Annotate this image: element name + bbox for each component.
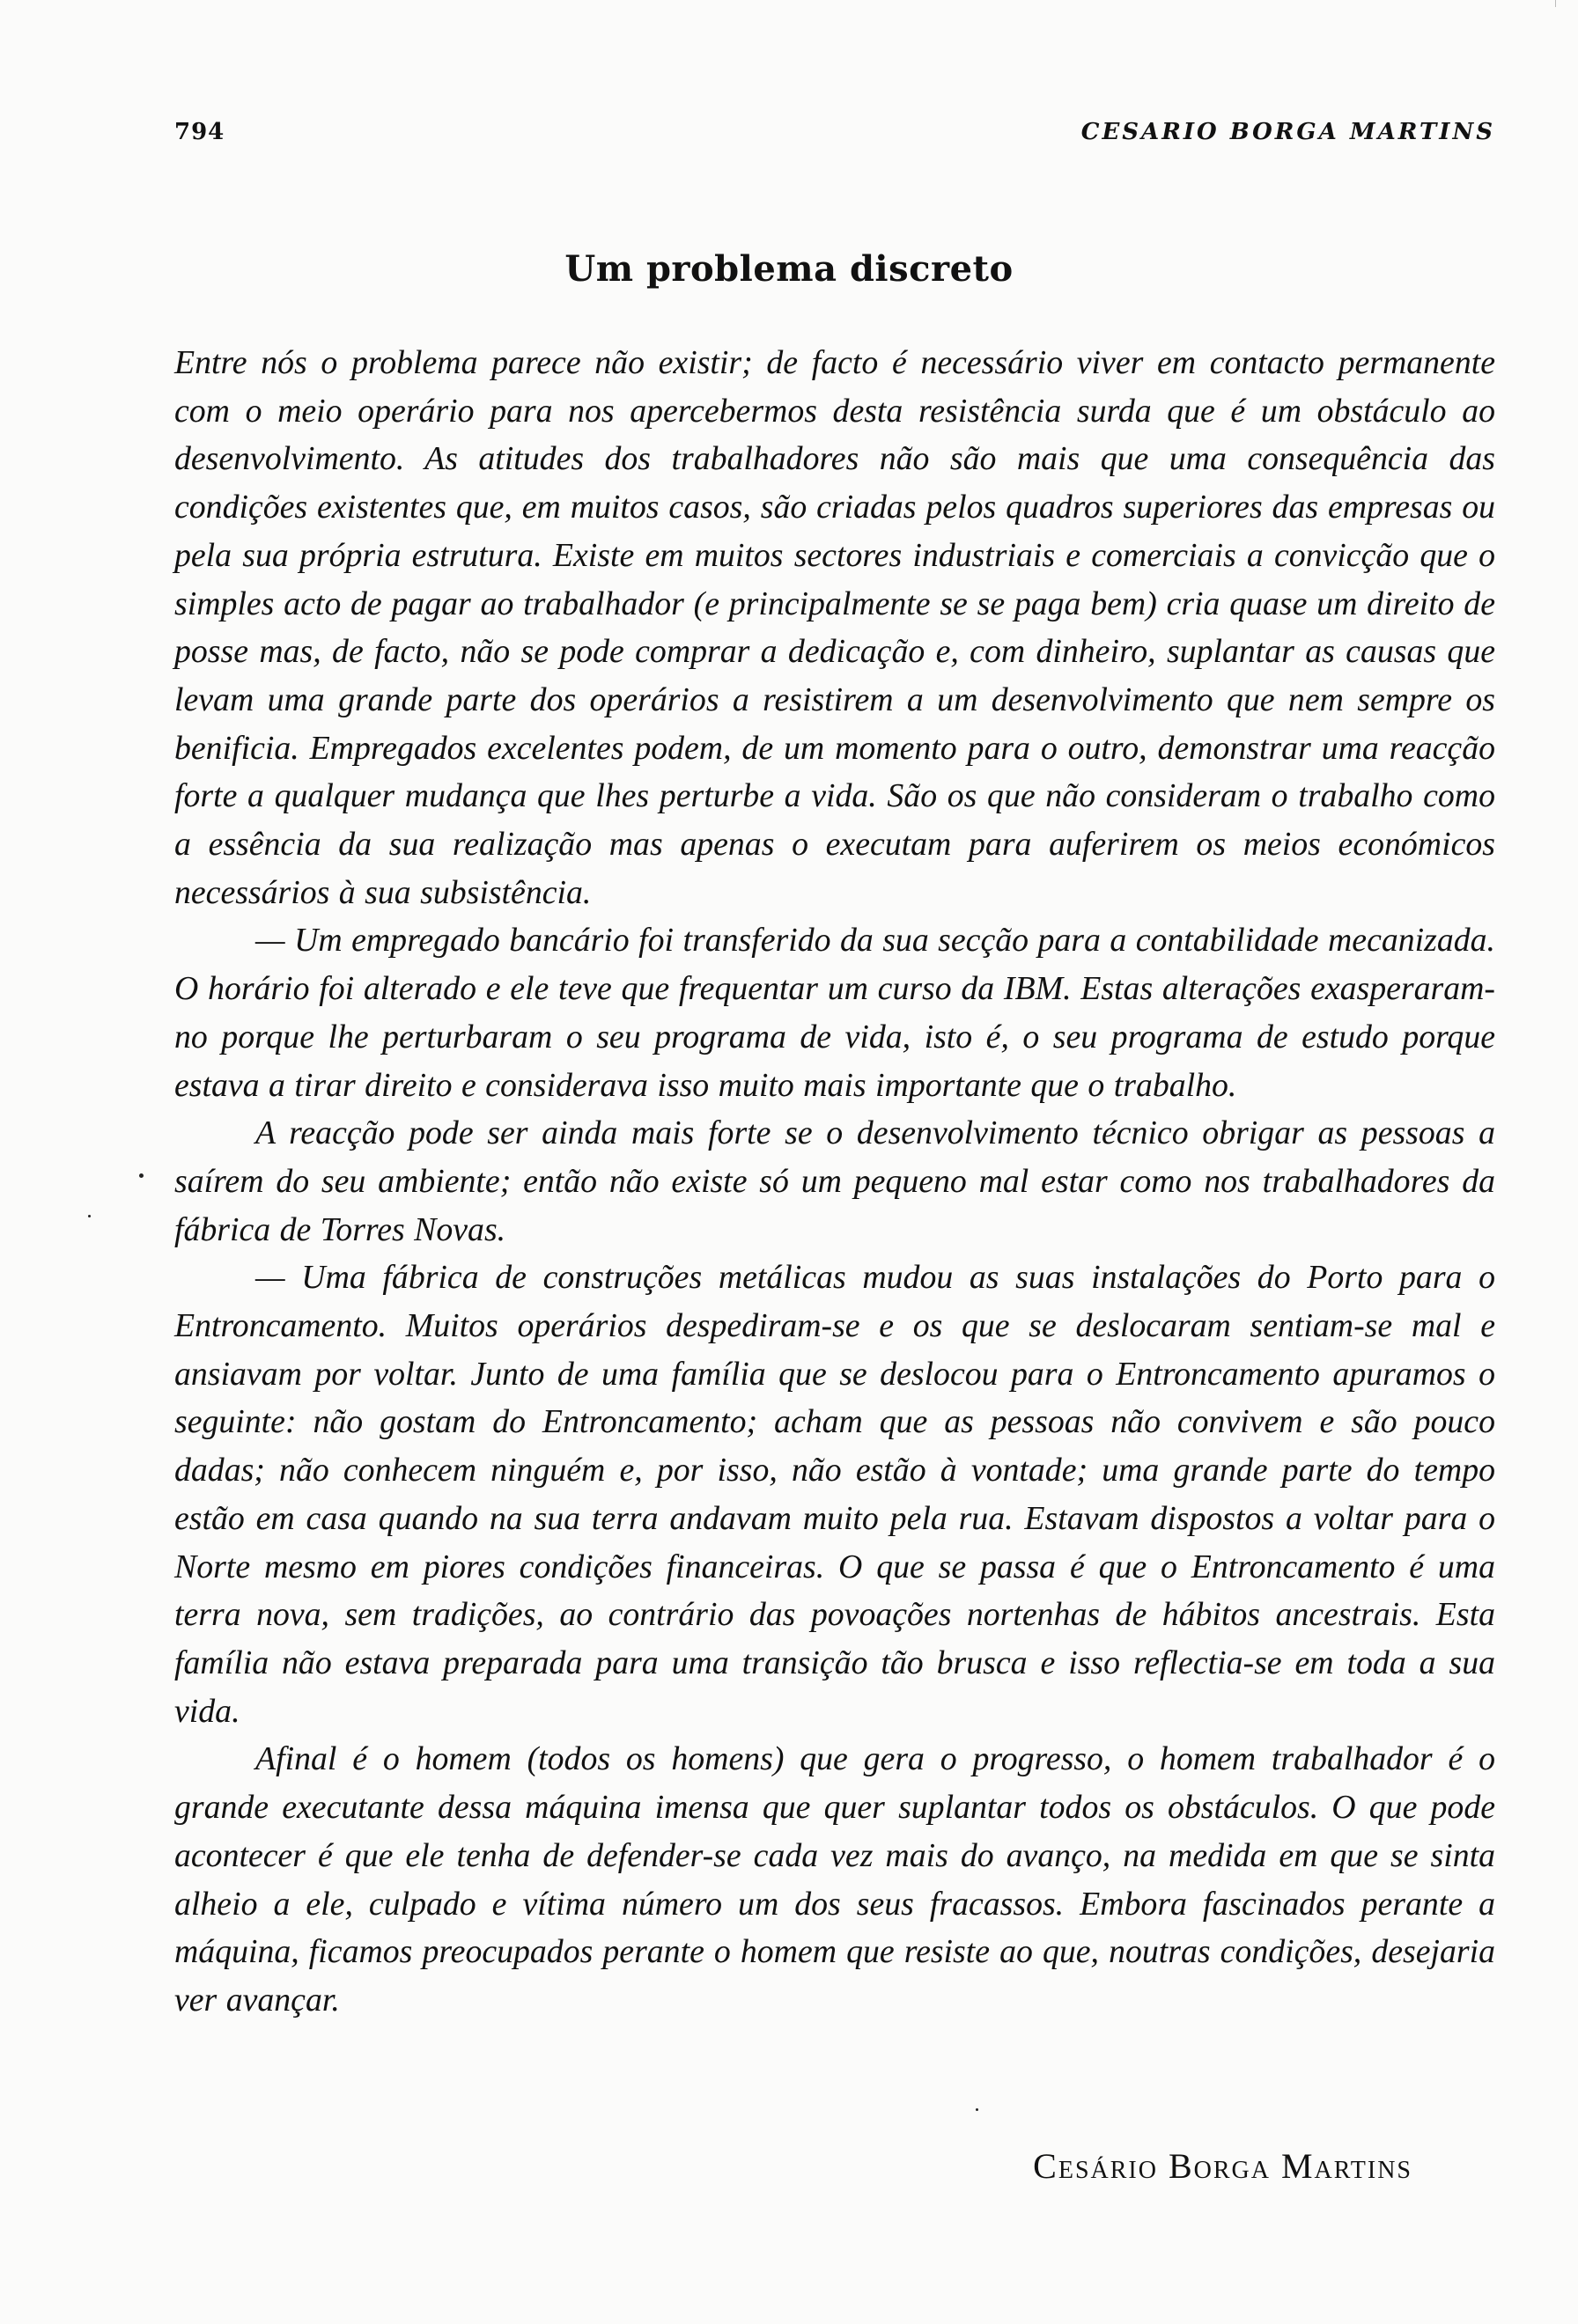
page-number: 794 bbox=[174, 119, 225, 145]
scan-line bbox=[1555, 0, 1556, 7]
scan-speck bbox=[976, 2108, 978, 2111]
paragraph-3: A reacção pode ser ainda mais forte se o desenvolvimento técnico obrigar as pessoas a saírem do seu ambiente; então não existe só um pequeno mal estar como nos trabalhadores da fábrica de Torres Novas. bbox=[174, 1114, 1495, 1248]
article-body bbox=[174, 339, 1495, 2025]
running-title: CESARIO BORGA MARTINS bbox=[1080, 119, 1495, 145]
running-header bbox=[174, 114, 1495, 150]
scan-speck bbox=[88, 1215, 91, 1217]
paragraph-2: — Um empregado bancário foi transferido da sua secção para a contabilidade mecanizada. O horário foi alterado e ele teve que frequentar um curso da IBM. Estas alterações exasperaram-no porque lhe perturbaram o seu programa de vida, isto é, o seu programa de estudo porque estava a tirar direito e considerava isso muito mais importante que o trabalho. bbox=[174, 922, 1495, 1104]
scan-speck bbox=[139, 1173, 144, 1178]
author-signature: Cesário Borga Martins bbox=[1033, 2146, 1412, 2186]
paragraph-5: Afinal é o homem (todos os homens) que gera o progresso, o homem trabalhador é o grande executante dessa máquina imensa que quer suplantar todos os obstáculos. O que pode acontecer é que ele tenha de defender-se cada vez mais do avanço, na medida em que se sinta alheio a ele, culpado e vítima número um dos seus fracassos. Embora fascinados perante a máquina, ficamos preocupados perante o homem que resiste ao que, noutras condições, desejaria ver avançar. bbox=[174, 1740, 1495, 2019]
paragraph-1: Entre nós o problema parece não existir; de facto é necessário viver em contacto permanente com o meio operário para nos apercebermos desta resistência surda que é um obstáculo ao desenvolvimento. As atitudes dos trabalhadores não são mais que uma consequência das condições existentes que, em muitos casos, são criadas pelos quadros superiores das empresas ou pela sua própria estrutura. Existe em muitos sectores industriais e comerciais a convicção que o simples acto de pagar ao trabalhador (e principalmente se se paga bem) cria quase um direito de posse mas, de facto, não se pode comprar a dedicação e, com dinheiro, suplantar as causas que levam uma grande parte dos operários a resistirem a um desenvolvimento que nem sempre os benificia. Empregados excelentes podem, de um momento para o outro, demonstrar uma reacção forte a qualquer mudança que lhes perturbe a vida. São os que não consideram o trabalho como a essência da sua realização mas apenas o executam para auferirem os meios económicos necessários à sua subsistência. bbox=[174, 344, 1495, 911]
article-title: Um problema discreto bbox=[564, 248, 1014, 290]
paragraph-4: — Uma fábrica de construções metálicas mudou as suas instalações do Porto para o Entroncamento. Muitos operários despediram-se e os que se deslocaram sentiam-se mal e ansiavam por voltar. Junto de uma família que se deslocou para o Entroncamento apuramos o seguinte: não gostam do Entroncamento; acham que as pessoas não convivem e são pouco dadas; não conhecem ninguém e, por isso, não estão à vontade; uma grande parte do tempo estão em casa quando na sua terra andavam muito pela rua. Estavam dispostos a voltar para o Norte mesmo em piores condições financeiras. O que se passa é que o Entroncamento é uma terra nova, sem tradições, ao contrário das povoações nortenhas de hábitos ancestrais. Esta família não estava preparada para uma transição tão brusca e isso reflectia-se em toda a sua vida. bbox=[174, 1259, 1495, 1730]
